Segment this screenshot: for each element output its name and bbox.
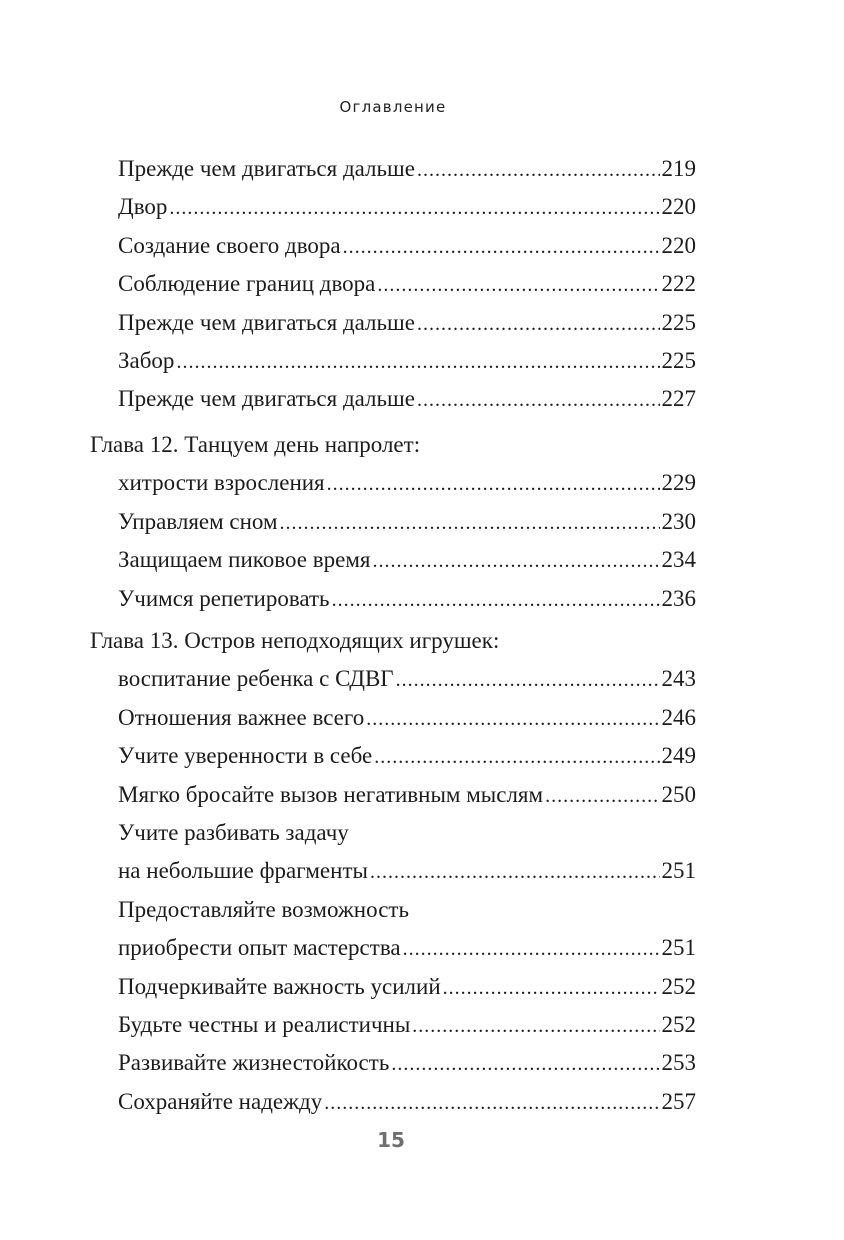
toc-entry-title: Сохраняйте надежду: [118, 1088, 323, 1114]
toc-entry[interactable]: [118, 1044, 696, 1083]
toc-entry-page: 250: [661, 781, 696, 807]
toc-entry[interactable]: [118, 968, 696, 1007]
toc-entry-page: 253: [661, 1050, 696, 1076]
toc-entry-title: Учите уверенности в себе: [118, 743, 373, 769]
dot-leader: [545, 777, 659, 815]
dot-leader: [332, 581, 660, 619]
toc-entry-title: Учимся репетировать: [118, 585, 330, 611]
dot-leader: [372, 542, 659, 580]
toc-entry-page: 220: [661, 232, 696, 258]
toc-entry-title: Развивайте жизнестойкость: [118, 1050, 390, 1076]
toc-entry[interactable]: [118, 1006, 696, 1045]
toc-entry[interactable]: [118, 541, 696, 580]
toc-entry-page: 229: [661, 470, 696, 496]
toc-entry-title: Защищаем пиковое время: [118, 547, 371, 573]
toc-entry-page: 222: [661, 271, 696, 297]
toc-entry-title: хитрости взросления: [118, 470, 325, 496]
toc-entry-page: 252: [661, 1011, 696, 1037]
dot-leader: [417, 381, 660, 419]
toc-entry-wrapped-first-line[interactable]: Предоставляйте возможность: [118, 896, 409, 922]
toc-entry-page: 225: [661, 309, 696, 335]
dot-leader: [396, 661, 660, 699]
toc-entry-title: Двор: [118, 194, 168, 220]
toc-entry[interactable]: [118, 699, 696, 738]
dot-leader: [169, 189, 659, 227]
toc-entry-page: 246: [661, 704, 696, 730]
dot-leader: [324, 1084, 659, 1122]
toc-entry[interactable]: [118, 852, 696, 891]
toc-entry-title: Соблюдение границ двора: [118, 271, 376, 297]
toc-entry[interactable]: [118, 227, 696, 266]
dot-leader: [377, 266, 659, 304]
dot-leader: [366, 700, 659, 738]
toc-entry-wrapped-first-line[interactable]: Учите разбивать задачу: [118, 819, 349, 845]
dot-leader: [417, 151, 660, 189]
dot-leader: [327, 465, 660, 503]
toc-entry[interactable]: [118, 1083, 696, 1122]
toc-entry[interactable]: [118, 380, 696, 419]
chapter-subtitle-entry[interactable]: [118, 464, 696, 503]
toc-entry-title: Будьте честны и реалистичны: [118, 1011, 411, 1037]
toc-entry-page: 249: [661, 743, 696, 769]
chapter-heading[interactable]: Глава 12. Танцуем день напролет:: [90, 432, 421, 457]
toc-entry[interactable]: [118, 188, 696, 227]
toc-entry-page: 236: [661, 585, 696, 611]
toc-entry[interactable]: [118, 304, 696, 343]
chapter-heading[interactable]: Глава 13. Остров неподходящих игрушек:: [90, 628, 500, 653]
dot-leader: [176, 343, 659, 381]
toc-section-a: [0, 150, 844, 419]
running-head: Оглавление: [339, 98, 447, 116]
toc-entry[interactable]: [118, 342, 696, 381]
toc-entry[interactable]: [118, 737, 696, 776]
toc-entry-page: 257: [661, 1088, 696, 1114]
toc-entry-page: 225: [661, 347, 696, 373]
page-number: 15: [377, 1128, 405, 1152]
dot-leader: [374, 738, 659, 776]
dot-leader: [343, 228, 660, 266]
toc-chapter-13: [0, 622, 844, 1121]
toc-entry-title: воспитание ребенка с СДВГ: [118, 666, 394, 692]
dot-leader: [443, 969, 660, 1007]
toc-entry-page: 252: [661, 973, 696, 999]
toc-entry-page: 230: [661, 508, 696, 534]
toc-entry-title: Подчеркивайте важность усилий: [118, 973, 441, 999]
toc-entry[interactable]: [118, 776, 696, 815]
toc-entry-title: Управляем сном: [118, 508, 278, 534]
toc-entry-page: 251: [661, 858, 696, 884]
toc-chapter-12: [0, 426, 844, 618]
toc-entry-page: 227: [661, 386, 696, 412]
chapter-subtitle-entry[interactable]: [118, 660, 696, 699]
toc-entry-title: на небольшие фрагменты: [118, 858, 368, 884]
toc-entry-title: приобрести опыт мастерства: [118, 935, 401, 961]
toc-entry[interactable]: [118, 265, 696, 304]
toc-entry-page: 251: [661, 935, 696, 961]
toc-entry-title: Мягко бросайте вызов негативным мыслям: [118, 781, 544, 807]
toc-entry-title: Прежде чем двигаться дальше: [118, 309, 415, 335]
dot-leader: [403, 930, 660, 968]
toc-entry[interactable]: [118, 503, 696, 542]
toc-entry[interactable]: [118, 150, 696, 189]
toc-entry-title: Создание своего двора: [118, 232, 341, 258]
toc-entry[interactable]: [118, 580, 696, 619]
dot-leader: [417, 305, 660, 343]
toc-entry-page: 234: [661, 547, 696, 573]
toc-entry-title: Отношения важнее всего: [118, 704, 365, 730]
toc-entry-page: 243: [661, 666, 696, 692]
toc-entry-title: Прежде чем двигаться дальше: [118, 156, 415, 181]
toc-entry-page: 219: [661, 156, 696, 181]
toc-entry[interactable]: [118, 929, 696, 968]
dot-leader: [280, 504, 660, 542]
dot-leader: [391, 1045, 659, 1083]
dot-leader: [370, 853, 660, 891]
dot-leader: [412, 1007, 659, 1045]
toc-entry-title: Забор: [118, 347, 175, 373]
toc-entry-page: 220: [661, 194, 696, 220]
toc-entry-title: Прежде чем двигаться дальше: [118, 386, 415, 412]
